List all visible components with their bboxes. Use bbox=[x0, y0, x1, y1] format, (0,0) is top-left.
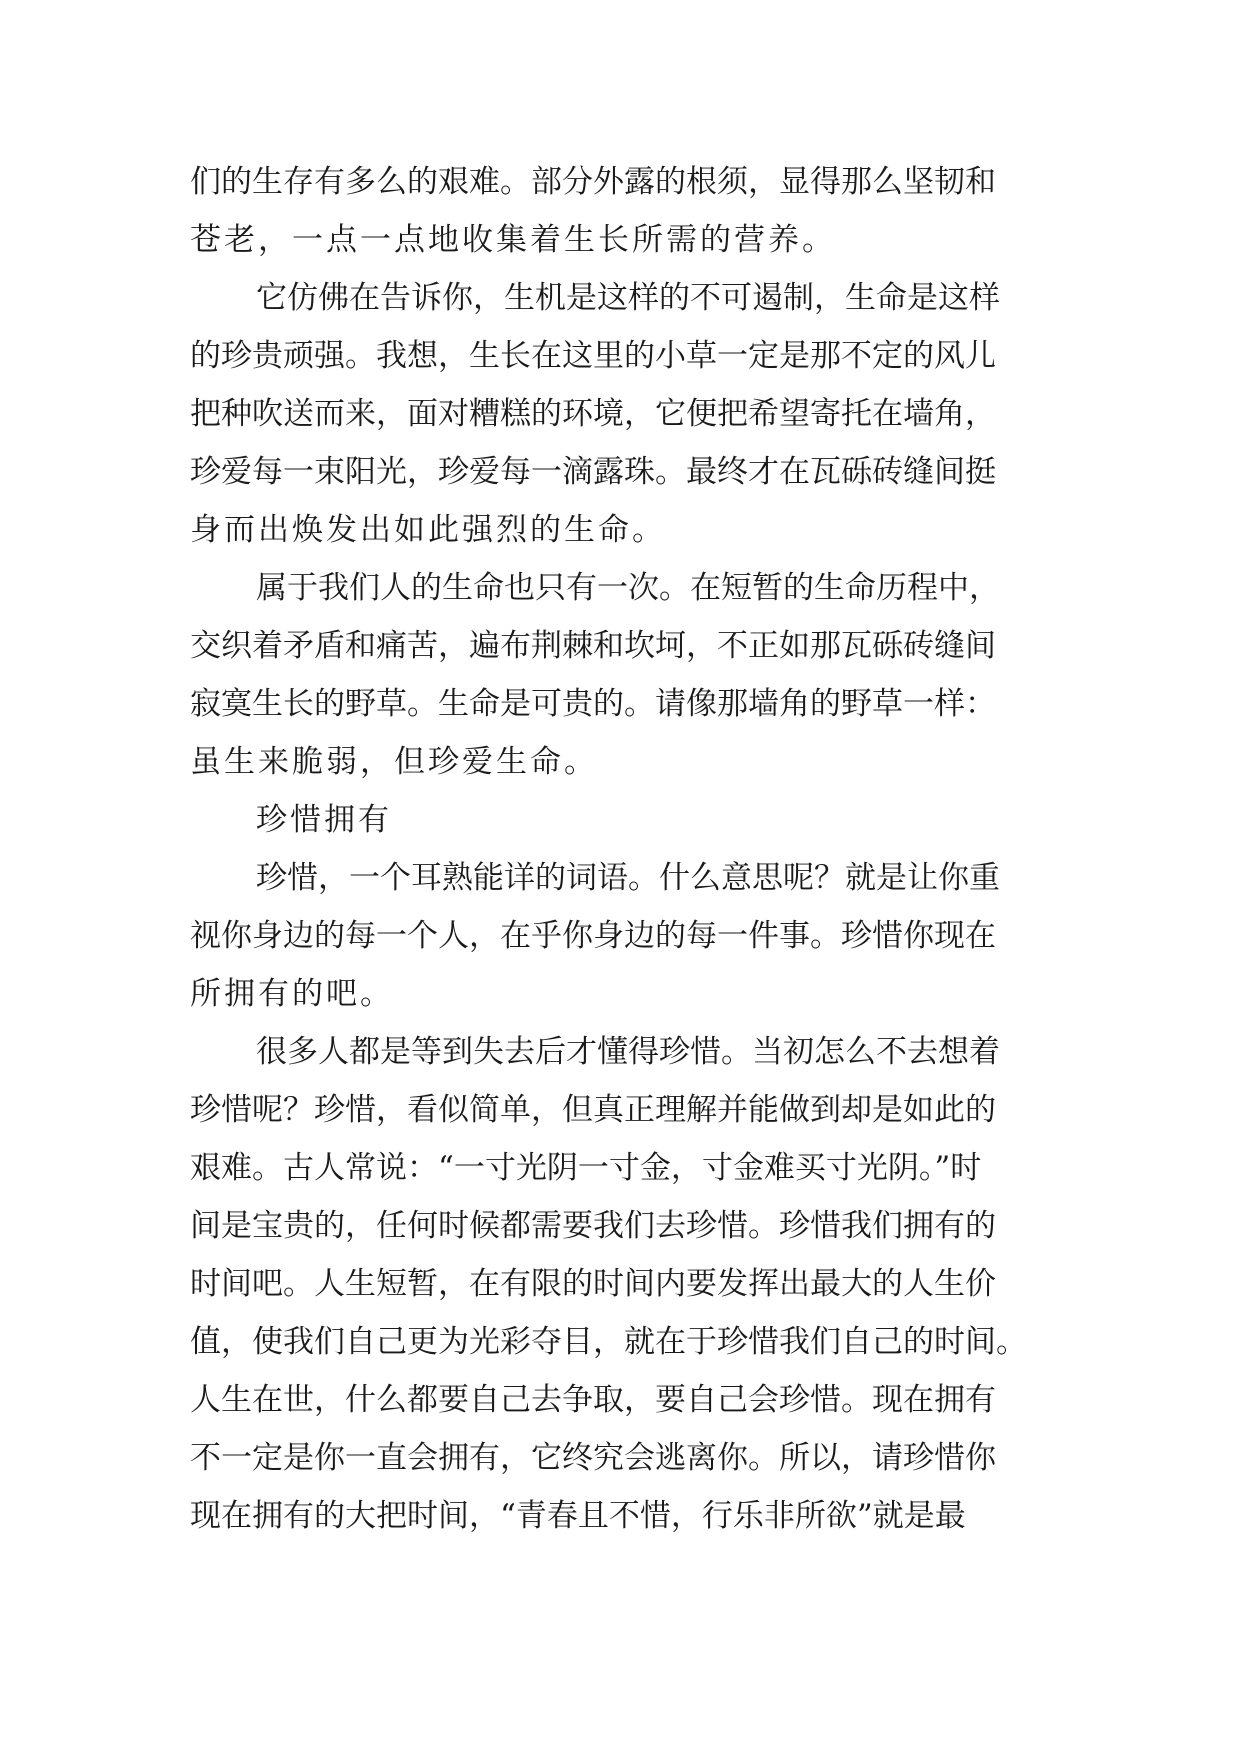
text-line: 很多人都是等到失去后才懂得珍惜。当初怎么不去想着 bbox=[256, 1034, 1000, 1070]
body-text bbox=[190, 153, 1070, 1545]
text-line: 的珍贵顽强。我想，生长在这里的小草一定是那不定的风儿 bbox=[190, 338, 996, 374]
text-line: 值，使我们自己更为光彩夺目，就在于珍惜我们自己的时间。 bbox=[190, 1324, 1027, 1360]
text-line: 珍惜呢？珍惜，看似简单，但真正理解并能做到却是如此的 bbox=[190, 1092, 996, 1128]
text-line: 视你身边的每一个人，在乎你身边的每一件事。珍惜你现在 bbox=[190, 918, 996, 954]
text-line: 们的生存有多么的艰难。部分外露的根须，显得那么坚韧和 bbox=[190, 164, 996, 200]
text-line: 艰难。古人常说：“一寸光阴一寸金，寸金难买寸光阴。”时 bbox=[190, 1150, 982, 1186]
text-line: 身而出焕发出如此强烈的生命。 bbox=[190, 512, 666, 548]
text-line: 所拥有的吧。 bbox=[190, 976, 394, 1012]
text-line: 间是宝贵的，任何时候都需要我们去珍惜。珍惜我们拥有的 bbox=[190, 1208, 996, 1244]
text-line: 它仿佛在告诉你，生机是这样的不可遏制，生命是这样 bbox=[256, 280, 1000, 316]
text-line: 珍爱每一束阳光，珍爱每一滴露珠。最终才在瓦砾砖缝间挺 bbox=[190, 454, 996, 490]
text-line: 现在拥有的大把时间，“青春且不惜，行乐非所欲”就是最 bbox=[190, 1498, 966, 1534]
text-line: 寂寞生长的野草。生命是可贵的。请像那墙角的野草一样： bbox=[190, 686, 996, 722]
text-line: 珍惜，一个耳熟能详的词语。什么意思呢？就是让你重 bbox=[256, 860, 1000, 896]
text-line: 苍老，一点一点地收集着生长所需的营养。 bbox=[190, 222, 836, 258]
text-line: 人生在世，什么都要自己去争取，要自己会珍惜。现在拥有 bbox=[190, 1382, 996, 1418]
text-line: 属于我们人的生命也只有一次。在短暂的生命历程中， bbox=[256, 570, 1000, 606]
text-line: 虽生来脆弱，但珍爱生命。 bbox=[190, 744, 598, 780]
text-line: 交织着矛盾和痛苦，遍布荆棘和坎坷，不正如那瓦砾砖缝间 bbox=[190, 628, 996, 664]
text-line: 把种吹送而来，面对糟糕的环境，它便把希望寄托在墙角， bbox=[190, 396, 996, 432]
text-line: 珍惜拥有 bbox=[256, 802, 392, 838]
text-line: 不一定是你一直会拥有，它终究会逃离你。所以，请珍惜你 bbox=[190, 1440, 996, 1476]
text-line: 时间吧。人生短暂，在有限的时间内要发挥出最大的人生价 bbox=[190, 1266, 996, 1302]
